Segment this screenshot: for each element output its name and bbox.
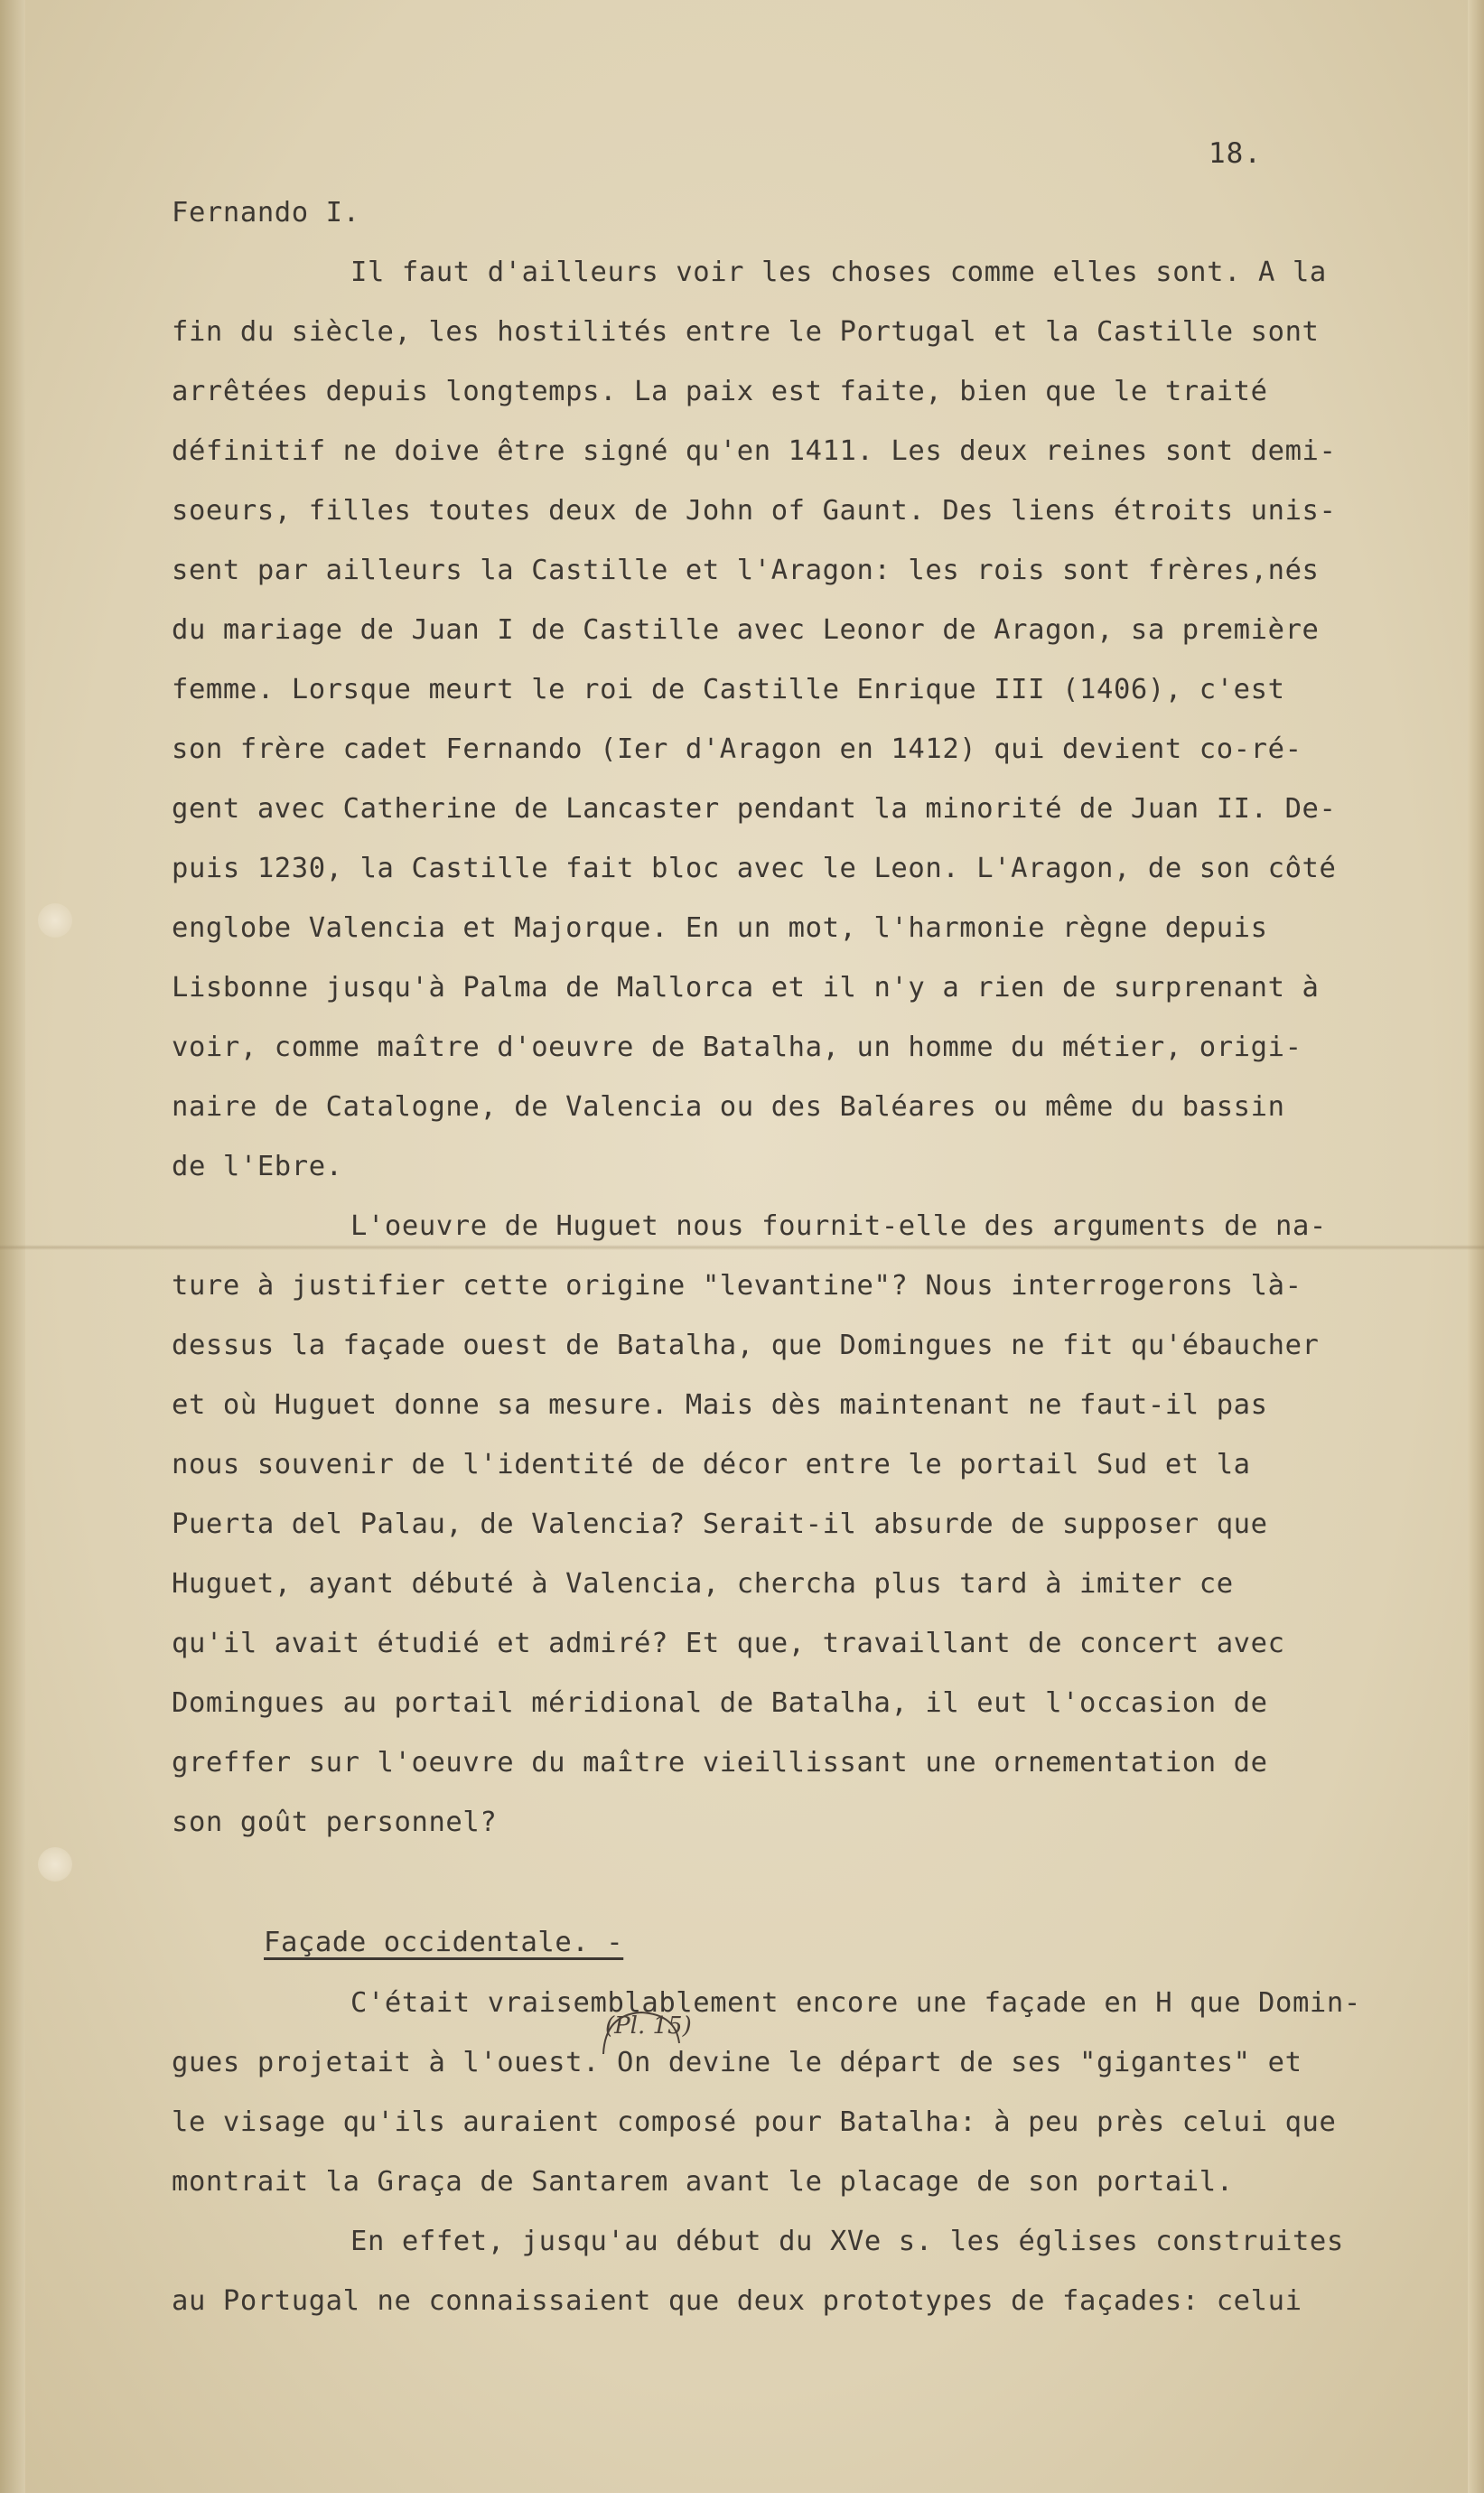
text-line: Puerta del Palau, de Valencia? Serait-il absurde de supposer que [172,1508,1268,1540]
text-line: En effet, jusqu'au début du XVe s. les églises construites [350,2226,1344,2257]
text-line: montrait la Graça de Santarem avant le placage de son portail. [172,2166,1234,2198]
text-line: définitif ne doive être signé qu'en 1411. Les deux reines sont demi- [172,435,1337,467]
text-line: ture à justifier cette origine "levantine"? Nous interrogerons là- [172,1270,1302,1302]
text-line: Fernando I. [172,197,360,229]
page-number: 18. [1209,137,1262,170]
text-line: du mariage de Juan I de Castille avec Leonor de Aragon, sa première [172,614,1320,646]
text-line: et où Huguet donne sa mesure. Mais dès maintenant ne faut-il pas [172,1389,1268,1421]
punch-hole-mark [38,903,72,938]
text-line: Il faut d'ailleurs voir les choses comme elles sont. A la [350,257,1327,288]
text-line: nous souvenir de l'identité de décor entre le portail Sud et la [172,1449,1251,1480]
text-line: greffer sur l'oeuvre du maître vieillissant une ornementation de [172,1747,1268,1779]
text-line: L'oeuvre de Huguet nous fournit-elle des arguments de na- [350,1210,1327,1242]
text-line: arrêtées depuis longtemps. La paix est faite, bien que le traité [172,376,1268,407]
text-line: dessus la façade ouest de Batalha, que Domingues ne fit qu'ébaucher [172,1330,1320,1361]
text-line: soeurs, filles toutes deux de John of Gaunt. Des liens étroits unis- [172,495,1337,527]
text-line: gent avec Catherine de Lancaster pendant la minorité de Juan II. De- [172,793,1337,825]
text-line: sent par ailleurs la Castille et l'Aragon: les rois sont frères,nés [172,555,1320,586]
text-line: Domingues au portail méridional de Batalha, il eut l'occasion de [172,1687,1268,1719]
text-line: fin du siècle, les hostilités entre le Portugal et la Castille sont [172,316,1320,348]
paper-fold-line [0,1245,1484,1250]
handwritten-annotation: (Pl. 15) [605,2012,692,2040]
text-line: gues projetait à l'ouest. On devine le départ de ses "gigantes" et [172,2047,1302,2078]
text-line: Lisbonne jusqu'à Palma de Mallorca et il n'y a rien de surprenant à [172,972,1320,1004]
text-line: femme. Lorsque meurt le roi de Castille Enrique III (1406), c'est [172,674,1285,705]
text-line: C'était vraisemblablement encore une façade en H que Domin- [350,1987,1361,2019]
text-line: qu'il avait étudié et admiré? Et que, travaillant de concert avec [172,1628,1285,1659]
section-heading: Façade occidentale. - [264,1927,624,1958]
text-line: Huguet, ayant débuté à Valencia, chercha plus tard à imiter ce [172,1568,1234,1600]
punch-hole-mark [38,1847,72,1881]
text-line: naire de Catalogne, de Valencia ou des Baléares ou même du bassin [172,1091,1285,1123]
text-line: englobe Valencia et Majorque. En un mot, l'harmonie règne depuis [172,912,1268,944]
text-line: au Portugal ne connaissaient que deux prototypes de façades: celui [172,2285,1302,2317]
text-line: son frère cadet Fernando (Ier d'Aragon en 1412) qui devient co-ré- [172,733,1302,765]
text-line: voir, comme maître d'oeuvre de Batalha, un homme du métier, origi- [172,1032,1302,1063]
text-line: puis 1230, la Castille fait bloc avec le Leon. L'Aragon, de son côté [172,853,1337,884]
text-line: de l'Ebre. [172,1151,343,1182]
text-line: son goût personnel? [172,1807,498,1838]
text-line: le visage qu'ils auraient composé pour Batalha: à peu près celui que [172,2106,1337,2138]
